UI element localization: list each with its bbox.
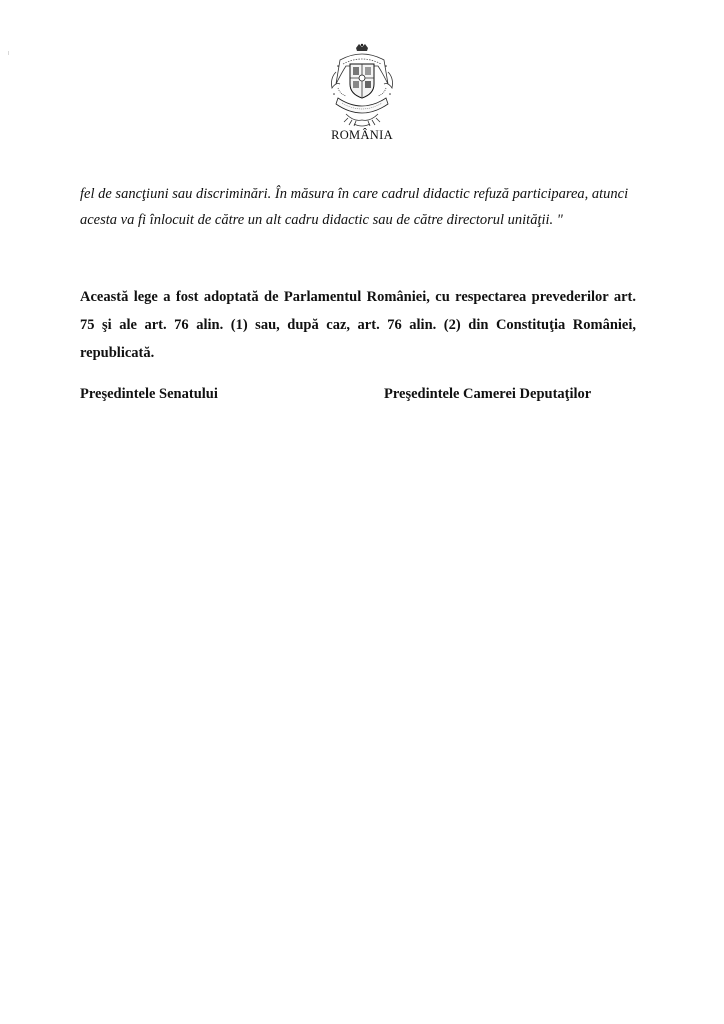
adoption-statement [80,283,636,367]
statement-line-2: 75 şi ale art. 76 alin. (1) sau, după caz, art. 76 alin. (2) din Constituţia României, [80,317,636,333]
quoted-text [80,181,660,233]
scan-artifact [8,51,9,55]
statement-line-3: republicată. [80,345,155,361]
camera-deputatilor-seal-icon [312,42,412,132]
chamber-president-signature: Preşedintele Camerei Deputaţilor [384,386,592,402]
quote-line-2: acesta va fi înlocuit de către un alt cadru didactic sau de către directorul unităţii. " [80,212,563,228]
senate-president-signature: Preşedintele Senatului [80,386,218,402]
country-name: ROMÂNIA [331,128,393,142]
quote-line-1: fel de sancţiuni sau discriminări. În măsura în care cadrul didactic refuză participarea, atunci [80,186,629,202]
statement-line-1: Această lege a fost adoptată de Parlamentul României, cu respectarea prevederilor art. [80,289,636,305]
